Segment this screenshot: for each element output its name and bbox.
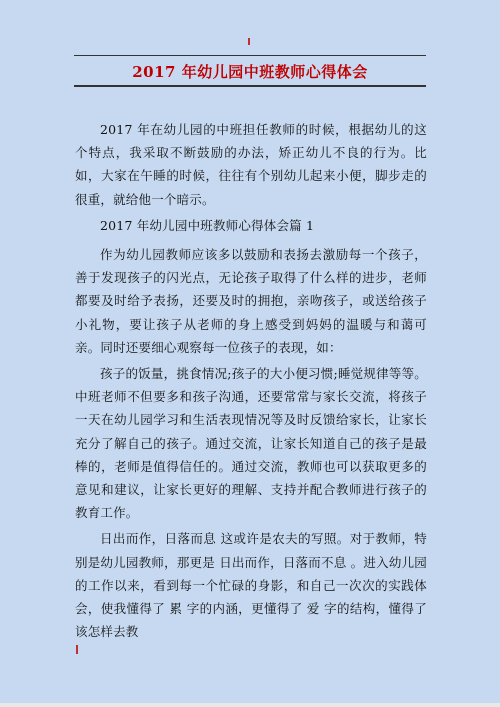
page-footer-strip [0, 703, 500, 707]
paragraph-intro: 2017 年在幼儿园的中班担任教师的时候，根据幼儿的这个特点，我采取不断鼓励的办法，矫正幼儿不良的行为。比如，大家在午睡的时候，往往有个别幼儿起来小便，脚步走的很重，就给他一个暗示。 [75, 122, 427, 207]
section-heading: 2017 年幼儿园中班教师心得体会篇 1 [100, 217, 315, 233]
page-bottom-marker [76, 645, 78, 654]
paragraph-encouragement: 作为幼儿园教师应该多以鼓励和表扬去激励每一个孩子，善于发现孩子的闪光点，无论孩子取得了什么样的进步，老师都要及时给予表扬，还要及时的拥抱，亲吻孩子，或送给孩子小礼物，要让孩子从老师的身上感受到妈妈的温暖与和蔼可亲。同时还要细心观察每一位孩子的表现，如： [75, 247, 427, 355]
paragraph-daily-work: 日出而作，日落而息 这或许是农夫的写照。对于教师，特别是幼儿园教师，那更是 日出而作，日落而不息 。进入幼儿园的工作以来，看到每一个忙碌的身影，和自己一次次的实践体会，使我懂得了 累 字的内涵，更懂得了 爱 字的结构，懂得了该怎样去教 [75, 531, 427, 640]
page-top-marker [248, 38, 250, 45]
title-bottom-rule [74, 85, 426, 87]
document-body [75, 118, 427, 646]
title-top-rule [74, 55, 426, 56]
page-title: 2017 年幼儿园中班教师心得体会 [132, 63, 368, 81]
paragraph-communication: 孩子的饭量，挑食情况;孩子的大小便习惯;睡觉规律等等。中班老师不但要多和孩子沟通，还要常常与家长交流，将孩子一天在幼儿园学习和生活表现情况等及时反馈给家长，让家长充分了解自己的孩子。通过交流，让家长知道自己的孩子是最棒的，老师是值得信任的。通过交流，教师也可以获取更多的意见和建议，让家长更好的理解、支持并配合教师进行孩子的教育工作。 [75, 366, 427, 521]
